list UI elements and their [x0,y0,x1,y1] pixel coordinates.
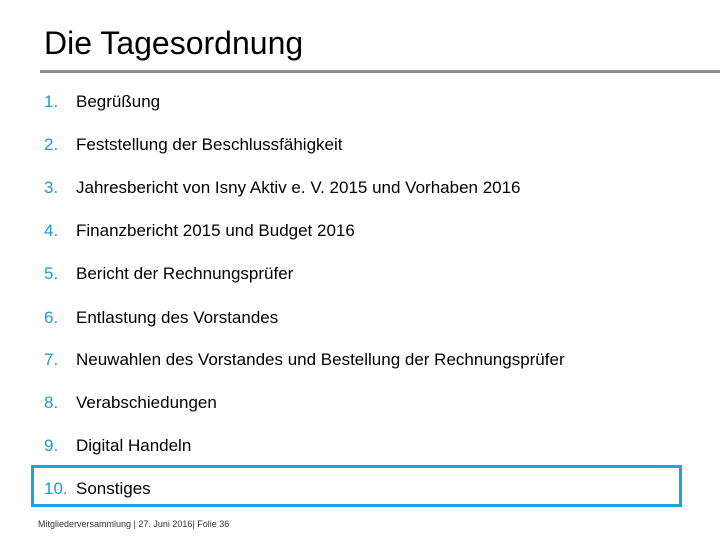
agenda-item-label: Sonstiges [76,479,151,498]
agenda-item-number: 5. [44,264,59,283]
agenda-item [44,176,521,200]
agenda-item-label: Feststellung der Beschlussfähigkeit [76,135,343,154]
agenda-item-label: Bericht der Rechnungsprüfer [76,264,294,283]
agenda-item [44,348,565,372]
agenda-item-number: 4. [44,221,59,240]
agenda-item-label: Begrüßung [76,92,161,111]
agenda-item-label: Digital Handeln [76,436,192,455]
agenda-item-label: Entlastung des Vorstandes [76,308,279,327]
slide-title: Die Tagesordnung [44,25,304,61]
agenda-item-number: 1. [44,92,59,111]
agenda-item-number: 7. [44,350,59,369]
title-divider [40,70,720,73]
agenda-item-label: Neuwahlen des Vorstandes und Bestellung der Rechnungsprüfer [76,350,565,369]
agenda-item-label: Verabschiedungen [76,393,217,412]
agenda-item [44,262,293,286]
agenda-item [44,391,217,415]
agenda-item-number: 9. [44,436,59,455]
agenda-item-label: Finanzbericht 2015 und Budget 2016 [76,221,355,240]
agenda-item-number: 2. [44,135,59,154]
agenda-item [44,434,191,458]
agenda-item-number: 8. [44,393,59,412]
agenda-item-label: Jahresbericht von Isny Aktiv e. V. 2015 und Vorhaben 2016 [76,178,521,197]
agenda-item [44,306,278,330]
agenda-item [44,133,342,157]
agenda-item-number: 10. [44,479,68,498]
agenda-item-number: 3. [44,178,59,197]
agenda-item [44,90,160,114]
agenda-item-current [44,477,151,501]
agenda-item [44,219,355,243]
agenda-item-number: 6. [44,308,59,327]
slide-footer: Mitgliederversammlung | 27. Juni 2016| Folie 36 [38,519,230,529]
